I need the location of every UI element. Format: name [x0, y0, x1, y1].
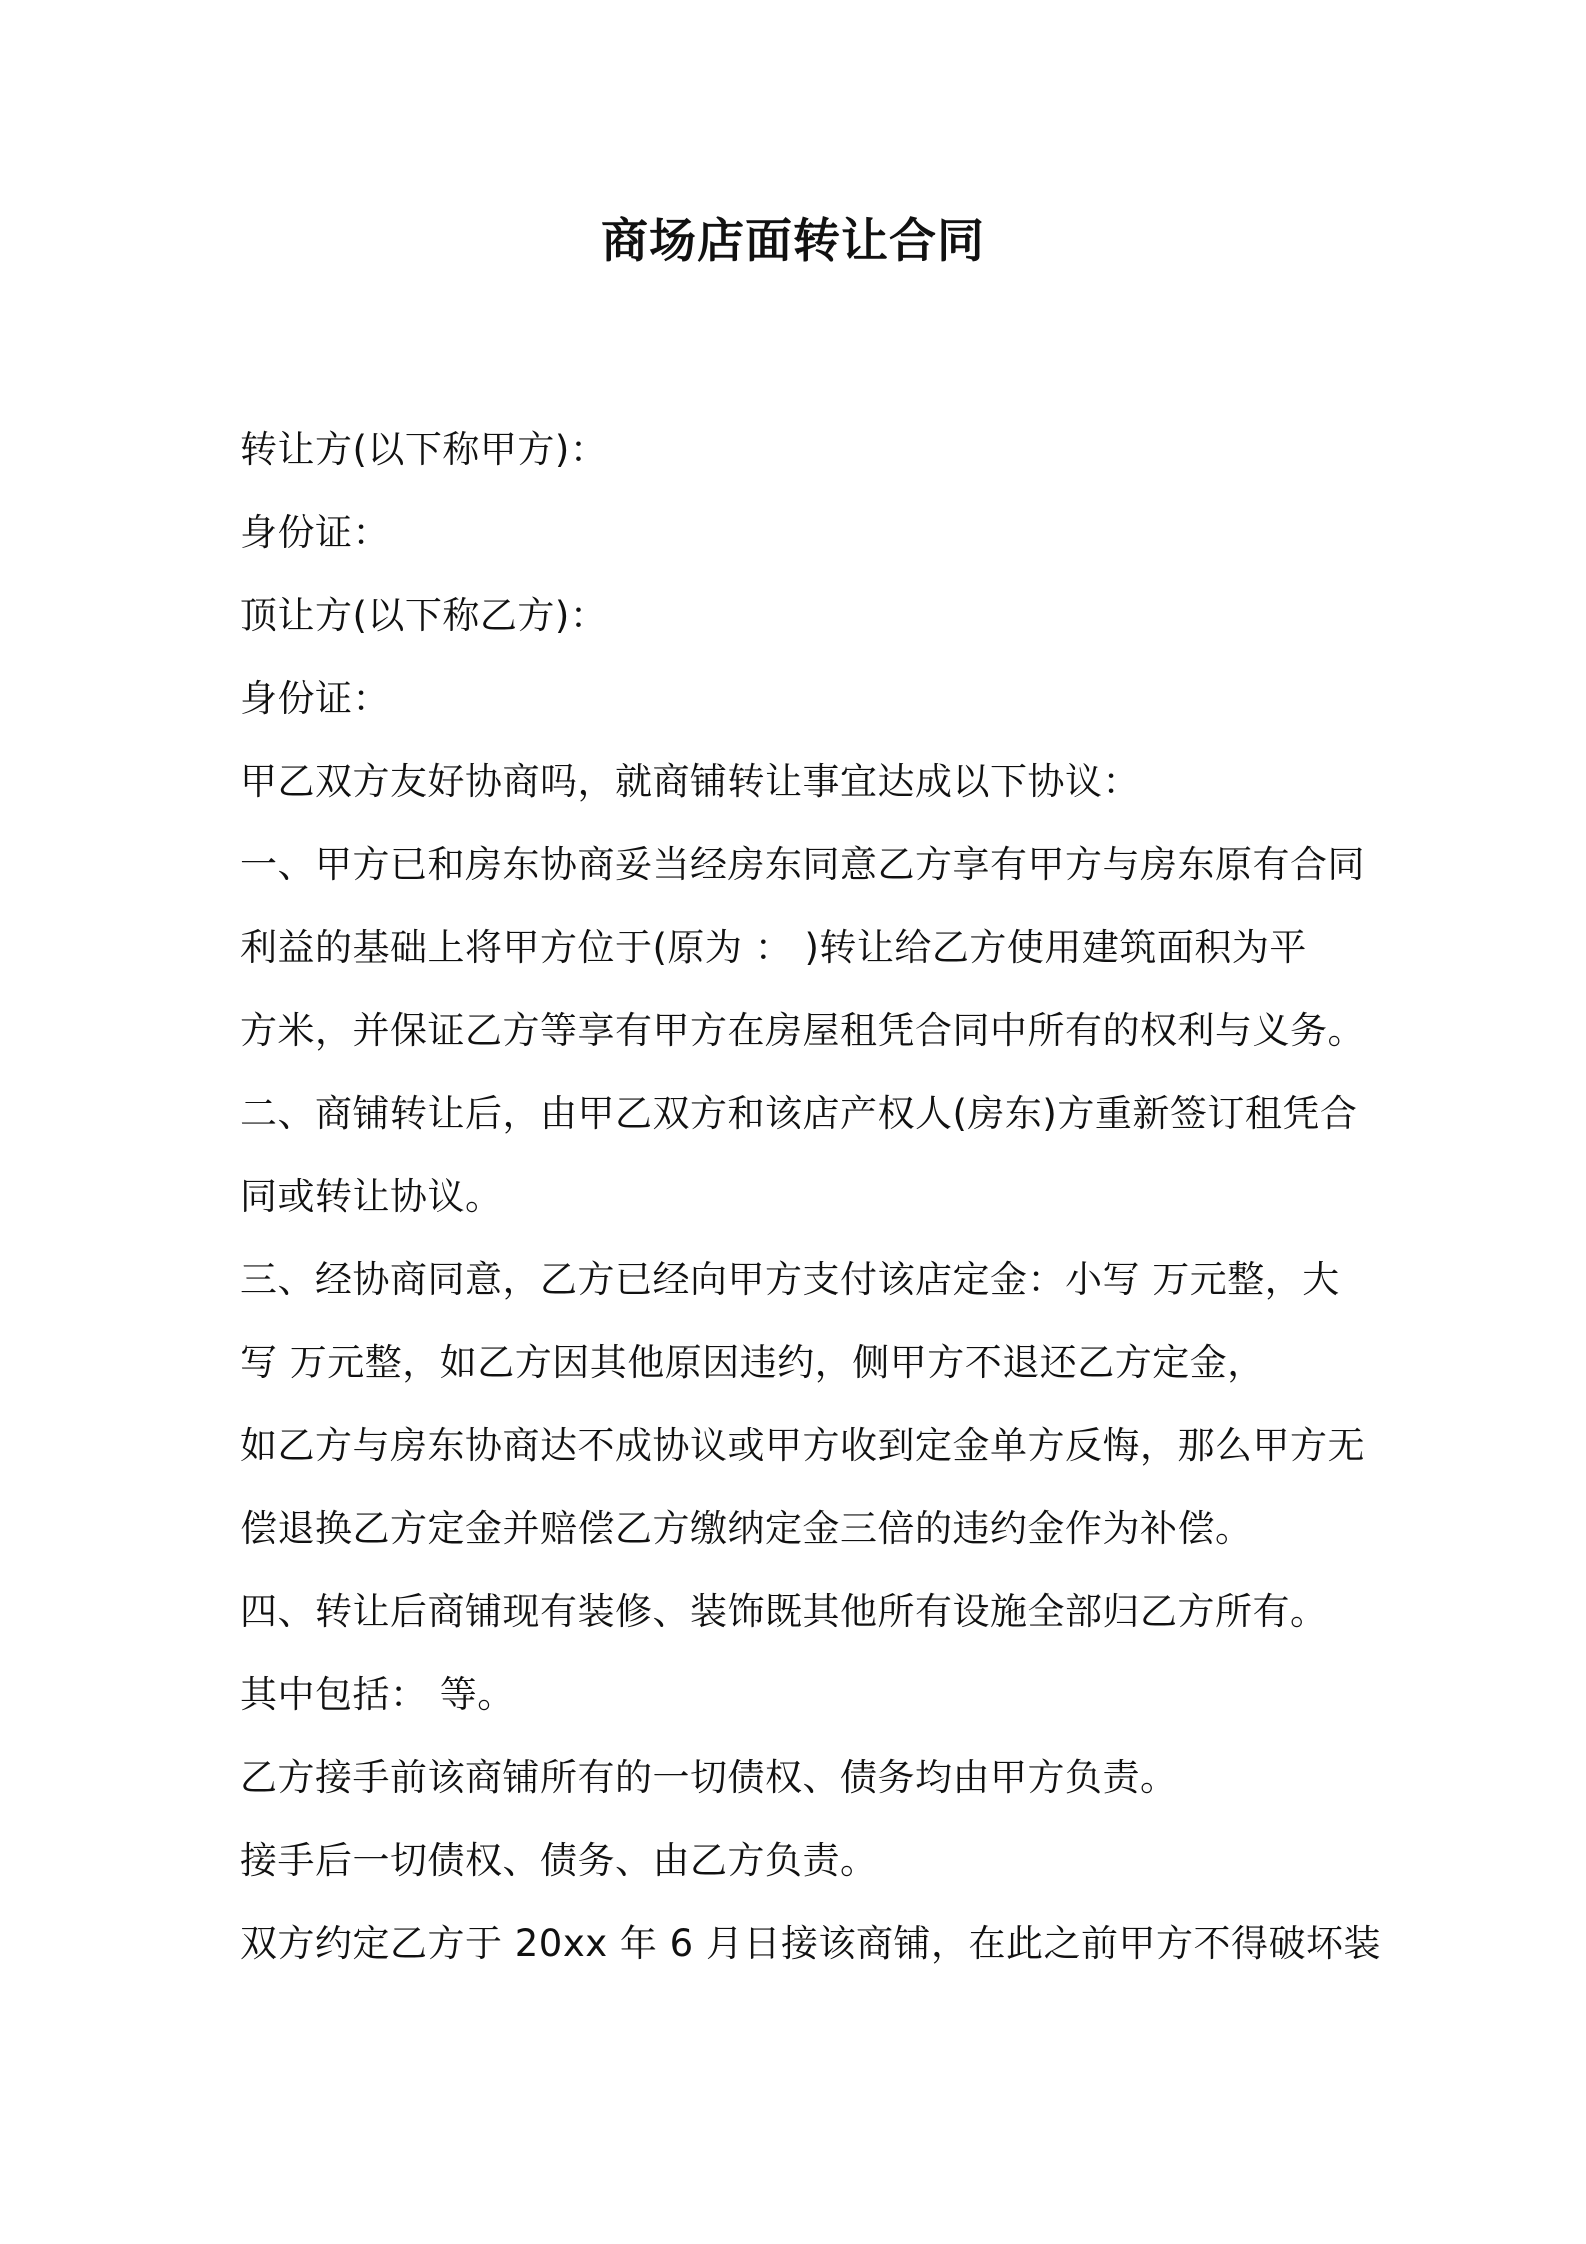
contract-body — [240, 408, 1381, 1985]
party-a-id-line: 身份证： — [240, 511, 390, 554]
clause-3-line-2: 写 万元整，如乙方因其他原因违约，侧甲方不退还乙方定金， — [240, 1341, 1265, 1384]
handover-date-line: 双方约定乙方于 20xx 年 6 月日接该商铺，在此之前甲方不得破坏装 — [240, 1922, 1381, 1965]
agreement-intro: 甲乙双方友好协商吗，就商铺转让事宜达成以下协议： — [240, 760, 1140, 803]
debt-after-line: 接手后一切债权、债务、由乙方负责。 — [240, 1839, 878, 1882]
clause-1-line-1: 一、甲方已和房东协商妥当经房东同意乙方享有甲方与房东原有合同 — [240, 843, 1365, 886]
clause-2-line-2: 同或转让协议。 — [240, 1175, 503, 1218]
party-b-line: 顶让方(以下称乙方)： — [240, 594, 608, 637]
clause-2-line-1: 二、商铺转让后，由甲乙双方和该店产权人(房东)方重新签订租凭合 — [240, 1092, 1358, 1135]
clause-4-line-1: 四、转让后商铺现有装修、装饰既其他所有设施全部归乙方所有。 — [240, 1590, 1328, 1633]
party-a-line: 转让方(以下称甲方)： — [240, 428, 608, 471]
clause-3-line-1: 三、经协商同意，乙方已经向甲方支付该店定金：小写 万元整，大 — [240, 1258, 1340, 1301]
clause-1-line-2: 利益的基础上将甲方位于(原为 ： )转让给乙方使用建筑面积为平 — [240, 926, 1307, 969]
clause-3-line-3: 如乙方与房东协商达不成协议或甲方收到定金单方反悔，那么甲方无 — [240, 1424, 1365, 1467]
clause-4-line-2: 其中包括： 等。 — [240, 1673, 515, 1716]
document-title: 商场店面转让合同 — [601, 214, 985, 269]
clause-3-line-4: 偿退换乙方定金并赔偿乙方缴纳定金三倍的违约金作为补偿。 — [240, 1507, 1253, 1550]
clause-1-line-3: 方米，并保证乙方等享有甲方在房屋租凭合同中所有的权利与义务。 — [240, 1009, 1365, 1052]
debt-before-line: 乙方接手前该商铺所有的一切债权、债务均由甲方负责。 — [240, 1756, 1178, 1799]
party-b-id-line: 身份证： — [240, 677, 390, 720]
